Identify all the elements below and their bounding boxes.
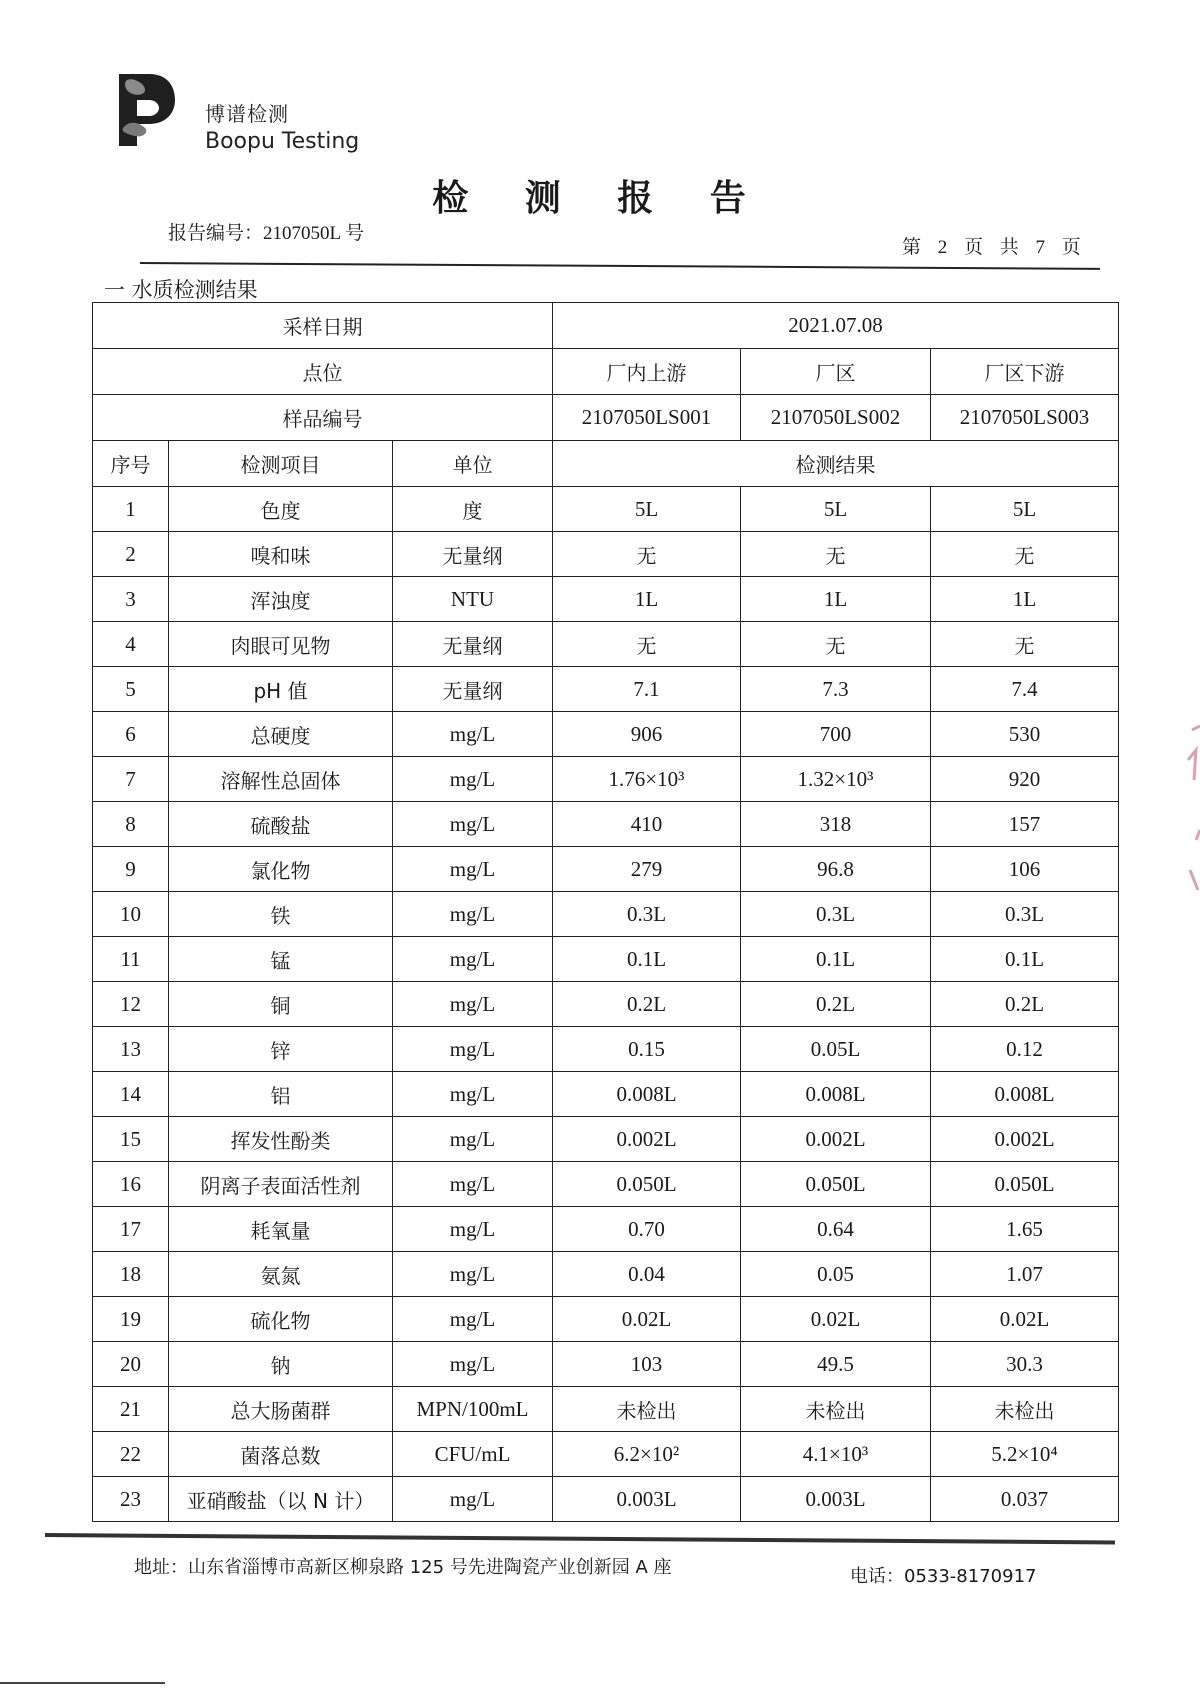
header-divider [140, 262, 1100, 270]
row-result-3: 7.4 [931, 667, 1119, 712]
row-result-3: 1L [931, 577, 1119, 622]
row-result-3: 530 [931, 712, 1119, 757]
table-row [93, 532, 1119, 577]
row-result-2: 700 [741, 712, 931, 757]
row-result-1: 7.1 [553, 667, 741, 712]
row-result-2: 无 [741, 622, 931, 667]
row-result-1: 0.1L [553, 937, 741, 982]
row-result-2: 0.1L [741, 937, 931, 982]
sample-no-2: 2107050LS002 [741, 395, 931, 441]
row-item: 硫化物 [169, 1297, 393, 1342]
row-result-2: 0.05 [741, 1252, 931, 1297]
row-result-1: 0.15 [553, 1027, 741, 1072]
row-result-1: 5L [553, 487, 741, 532]
table-row [93, 1252, 1119, 1297]
row-result-3: 920 [931, 757, 1119, 802]
row-result-1: 279 [553, 847, 741, 892]
row-result-3: 未检出 [931, 1387, 1119, 1432]
report-title: 检 测 报 告 [432, 177, 768, 219]
footer-divider [45, 1533, 1115, 1544]
row-result-2: 5L [741, 487, 931, 532]
brand-name-en: Boopu Testing [205, 129, 360, 154]
row-result-2: 1.32×10³ [741, 757, 931, 802]
row-result-2: 0.64 [741, 1207, 931, 1252]
brand-name-cn: 博谱检测 [205, 102, 289, 126]
row-result-1: 1.76×10³ [553, 757, 741, 802]
row-index: 4 [93, 622, 169, 667]
col-index: 序号 [93, 441, 169, 487]
row-result-1: 103 [553, 1342, 741, 1387]
row-index: 23 [93, 1477, 169, 1522]
row-item: 色度 [169, 487, 393, 532]
seal-stamp-edge-icon [1182, 720, 1200, 920]
row-result-1: 未检出 [553, 1387, 741, 1432]
boopu-logo-icon [115, 70, 177, 150]
row-result-3: 1.65 [931, 1207, 1119, 1252]
row-index: 16 [93, 1162, 169, 1207]
row-result-1: 无 [553, 622, 741, 667]
row-unit: 无量纲 [393, 532, 553, 577]
row-item: 硫酸盐 [169, 802, 393, 847]
row-result-2: 49.5 [741, 1342, 931, 1387]
row-result-3: 0.002L [931, 1117, 1119, 1162]
table-row [93, 937, 1119, 982]
row-index: 5 [93, 667, 169, 712]
table-row [93, 487, 1119, 532]
row-item: 耗氧量 [169, 1207, 393, 1252]
table-row [93, 667, 1119, 712]
row-item: 阴离子表面活性剂 [169, 1162, 393, 1207]
row-result-2: 0.05L [741, 1027, 931, 1072]
row-unit: 度 [393, 487, 553, 532]
row-result-2: 1L [741, 577, 931, 622]
row-unit: mg/L [393, 1342, 553, 1387]
table-row [93, 1477, 1119, 1522]
row-result-1: 0.02L [553, 1297, 741, 1342]
table-row [93, 1207, 1119, 1252]
row-unit: 无量纲 [393, 667, 553, 712]
row-result-2: 未检出 [741, 1387, 931, 1432]
col-result: 检测结果 [553, 441, 1119, 487]
sample-no-1: 2107050LS001 [553, 395, 741, 441]
col-unit: 单位 [393, 441, 553, 487]
table-row [93, 1342, 1119, 1387]
row-item: 嗅和味 [169, 532, 393, 577]
row-result-3: 0.2L [931, 982, 1119, 1027]
row-result-3: 0.037 [931, 1477, 1119, 1522]
row-index: 15 [93, 1117, 169, 1162]
row-result-1: 6.2×10² [553, 1432, 741, 1477]
table-row [93, 1027, 1119, 1072]
table-row [93, 577, 1119, 622]
page-indicator: 第 2 页 共 7 页 [902, 237, 1087, 258]
sampling-date-row [93, 303, 1119, 349]
row-unit: mg/L [393, 1117, 553, 1162]
row-unit: mg/L [393, 1162, 553, 1207]
row-result-1: 0.003L [553, 1477, 741, 1522]
row-result-1: 0.04 [553, 1252, 741, 1297]
row-item: 肉眼可见物 [169, 622, 393, 667]
results-table [92, 302, 1119, 1522]
row-result-3: 0.008L [931, 1072, 1119, 1117]
row-result-3: 无 [931, 622, 1119, 667]
table-row [93, 802, 1119, 847]
table-row [93, 712, 1119, 757]
location-3: 厂区下游 [931, 349, 1119, 395]
row-index: 1 [93, 487, 169, 532]
table-row [93, 1117, 1119, 1162]
row-result-3: 无 [931, 532, 1119, 577]
location-2: 厂区 [741, 349, 931, 395]
row-result-1: 0.3L [553, 892, 741, 937]
row-unit: mg/L [393, 1297, 553, 1342]
table-row [93, 622, 1119, 667]
row-result-1: 0.050L [553, 1162, 741, 1207]
row-result-2: 0.02L [741, 1297, 931, 1342]
row-unit: mg/L [393, 937, 553, 982]
row-result-2: 0.008L [741, 1072, 931, 1117]
row-index: 12 [93, 982, 169, 1027]
row-result-3: 0.12 [931, 1027, 1119, 1072]
row-result-2: 96.8 [741, 847, 931, 892]
row-unit: mg/L [393, 1477, 553, 1522]
location-row [93, 349, 1119, 395]
row-unit: mg/L [393, 802, 553, 847]
row-unit: mg/L [393, 1072, 553, 1117]
row-result-3: 106 [931, 847, 1119, 892]
page-edge-line [0, 1682, 165, 1684]
row-item: 总硬度 [169, 712, 393, 757]
sample-no-3: 2107050LS003 [931, 395, 1119, 441]
row-item: 钠 [169, 1342, 393, 1387]
row-result-1: 0.002L [553, 1117, 741, 1162]
row-unit: mg/L [393, 982, 553, 1027]
row-index: 6 [93, 712, 169, 757]
row-result-2: 0.050L [741, 1162, 931, 1207]
row-unit: 无量纲 [393, 622, 553, 667]
row-result-2: 无 [741, 532, 931, 577]
col-item: 检测项目 [169, 441, 393, 487]
column-header-row [93, 441, 1119, 487]
row-unit: CFU/mL [393, 1432, 553, 1477]
row-item: pH 值 [169, 667, 393, 712]
row-index: 8 [93, 802, 169, 847]
footer-phone: 电话：0533-8170917 [850, 1566, 1037, 1587]
table-row [93, 982, 1119, 1027]
row-result-3: 30.3 [931, 1342, 1119, 1387]
row-index: 22 [93, 1432, 169, 1477]
sample-no-label: 样品编号 [93, 395, 553, 441]
row-item: 铁 [169, 892, 393, 937]
row-index: 13 [93, 1027, 169, 1072]
row-result-2: 0.003L [741, 1477, 931, 1522]
table-row [93, 1387, 1119, 1432]
row-item: 锌 [169, 1027, 393, 1072]
row-result-1: 906 [553, 712, 741, 757]
row-index: 3 [93, 577, 169, 622]
brand [205, 98, 359, 154]
section-title: 一 水质检测结果 [104, 278, 258, 302]
location-label: 点位 [93, 349, 553, 395]
row-index: 9 [93, 847, 169, 892]
row-unit: mg/L [393, 757, 553, 802]
table-row [93, 892, 1119, 937]
row-item: 浑浊度 [169, 577, 393, 622]
row-index: 21 [93, 1387, 169, 1432]
row-index: 18 [93, 1252, 169, 1297]
table-row [93, 1072, 1119, 1117]
row-unit: mg/L [393, 1252, 553, 1297]
row-result-3: 5L [931, 487, 1119, 532]
footer-address: 地址：山东省淄博市高新区柳泉路 125 号先进陶瓷产业创新园 A 座 [134, 1557, 672, 1578]
table-row [93, 1162, 1119, 1207]
location-1: 厂内上游 [553, 349, 741, 395]
row-index: 2 [93, 532, 169, 577]
row-result-2: 4.1×10³ [741, 1432, 931, 1477]
row-result-3: 5.2×10⁴ [931, 1432, 1119, 1477]
row-unit: mg/L [393, 1207, 553, 1252]
row-result-1: 无 [553, 532, 741, 577]
row-result-2: 7.3 [741, 667, 931, 712]
row-item: 溶解性总固体 [169, 757, 393, 802]
row-unit: NTU [393, 577, 553, 622]
row-result-1: 0.70 [553, 1207, 741, 1252]
row-unit: mg/L [393, 1027, 553, 1072]
row-item: 亚硝酸盐（以 N 计） [169, 1477, 393, 1522]
row-item: 挥发性酚类 [169, 1117, 393, 1162]
row-result-2: 318 [741, 802, 931, 847]
table-row [93, 1432, 1119, 1477]
row-item: 氯化物 [169, 847, 393, 892]
row-unit: mg/L [393, 847, 553, 892]
row-index: 19 [93, 1297, 169, 1342]
row-result-2: 0.002L [741, 1117, 931, 1162]
row-result-1: 0.008L [553, 1072, 741, 1117]
row-result-3: 157 [931, 802, 1119, 847]
row-index: 14 [93, 1072, 169, 1117]
sampling-date-value: 2021.07.08 [553, 303, 1119, 349]
row-item: 锰 [169, 937, 393, 982]
row-item: 铜 [169, 982, 393, 1027]
row-unit: mg/L [393, 892, 553, 937]
row-result-3: 0.02L [931, 1297, 1119, 1342]
row-result-1: 0.2L [553, 982, 741, 1027]
report-number: 报告编号：2107050L 号 [168, 223, 365, 244]
sample-no-row [93, 395, 1119, 441]
row-result-1: 1L [553, 577, 741, 622]
row-item: 总大肠菌群 [169, 1387, 393, 1432]
row-item: 铝 [169, 1072, 393, 1117]
row-result-3: 1.07 [931, 1252, 1119, 1297]
row-index: 17 [93, 1207, 169, 1252]
row-index: 11 [93, 937, 169, 982]
table-row [93, 847, 1119, 892]
row-index: 7 [93, 757, 169, 802]
table-row [93, 1297, 1119, 1342]
table-row [93, 757, 1119, 802]
row-result-3: 0.1L [931, 937, 1119, 982]
row-unit: MPN/100mL [393, 1387, 553, 1432]
row-index: 10 [93, 892, 169, 937]
row-result-3: 0.050L [931, 1162, 1119, 1207]
row-result-2: 0.3L [741, 892, 931, 937]
row-index: 20 [93, 1342, 169, 1387]
row-result-1: 410 [553, 802, 741, 847]
row-unit: mg/L [393, 712, 553, 757]
row-item: 菌落总数 [169, 1432, 393, 1477]
row-item: 氨氮 [169, 1252, 393, 1297]
row-result-3: 0.3L [931, 892, 1119, 937]
row-result-2: 0.2L [741, 982, 931, 1027]
sampling-date-label: 采样日期 [93, 303, 553, 349]
